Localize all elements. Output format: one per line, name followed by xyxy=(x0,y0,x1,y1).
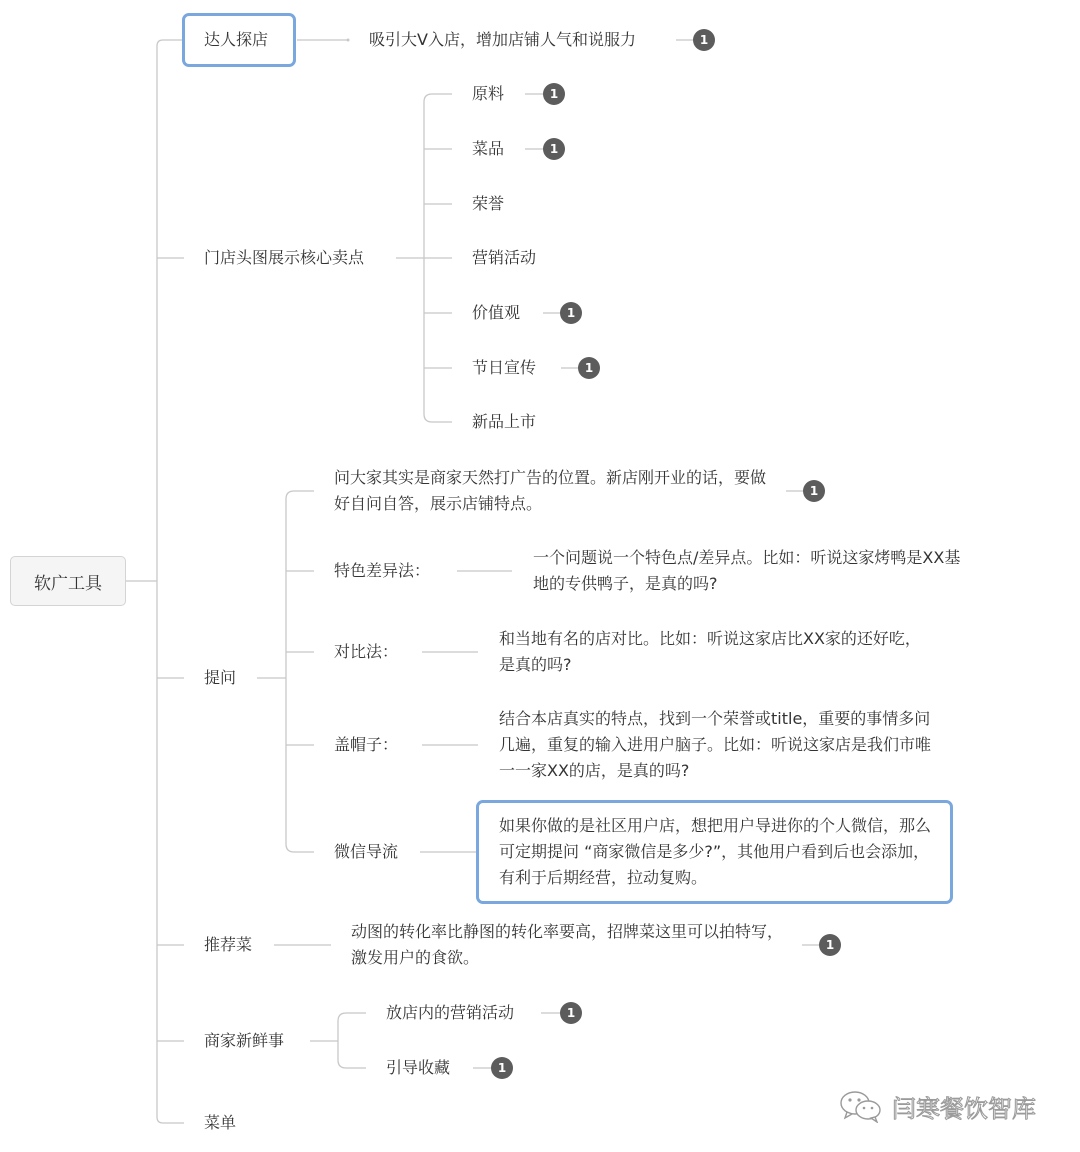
subtopic-duibi[interactable]: 对比法： xyxy=(334,642,399,661)
detail-gaimaozi[interactable]: 结合本店真实的特点，找到一个荣誉或title，重要的事情多问几遍，重复的输入进用户脑子。比如：听说这家店是我们市唯一一家XX的店，是真的吗? xyxy=(499,709,932,780)
topic-tuijian[interactable]: 推荐菜 xyxy=(204,935,253,954)
detail-duibi[interactable]: 和当地有名的店对比。比如：听说这家店比XX家的还好吃，是真的吗? xyxy=(499,629,921,674)
root-topic-label: 软广工具 xyxy=(34,573,102,594)
subtopic-gaimaozi[interactable]: 盖帽子： xyxy=(334,735,399,754)
subtopic-dianneiyingxiao[interactable]: 放店内的营销活动 xyxy=(386,1003,515,1022)
topic-caidan[interactable]: 菜单 xyxy=(204,1113,237,1132)
subtopic-caipin[interactable]: 菜品 xyxy=(472,139,505,158)
topic-mendian[interactable]: 门店头图展示核心卖点 xyxy=(204,248,365,267)
topic-xinxian[interactable]: 商家新鲜事 xyxy=(204,1031,285,1050)
watermark xyxy=(838,1086,1036,1126)
subtopic-jieri[interactable]: 节日宣传 xyxy=(472,358,537,377)
subtopic-xinpin[interactable]: 新品上市 xyxy=(472,412,537,431)
wechat-logo-icon xyxy=(838,1089,884,1123)
note-count-badge[interactable]: 1 xyxy=(491,1057,513,1079)
subtopic-dongtu[interactable]: 动图的转化率比静图的转化率要高，招牌菜这里可以拍特写，激发用户的食欲。 xyxy=(351,922,784,967)
root-topic[interactable] xyxy=(10,556,126,606)
note-count-badge[interactable]: 1 xyxy=(560,1002,582,1024)
subtopic-daren-note[interactable]: 吸引大V入店，增加店铺人气和说服力 xyxy=(369,30,636,49)
watermark-text: 闫寒餐饮智库 xyxy=(892,1094,1036,1123)
note-count-badge[interactable]: 1 xyxy=(819,934,841,956)
subtopic-weixin[interactable]: 微信导流 xyxy=(334,842,399,861)
note-count-badge[interactable]: 1 xyxy=(560,302,582,324)
note-count-badge[interactable]: 1 xyxy=(543,83,565,105)
detail-weixin[interactable]: 如果你做的是社区用户店，想把用户导进你的个人微信，那么可定期提问 “商家微信是多少?”，其他用户看到后也会添加，有利于后期经营，拉动复购。 xyxy=(499,816,932,887)
subtopic-yuanliao[interactable]: 原料 xyxy=(472,84,505,103)
detail-tese[interactable]: 一个问题说一个特色点/差异点。比如：听说这家烤鸭是XX基地的专供鸭子，是真的吗? xyxy=(533,548,961,593)
subtopic-tese[interactable]: 特色差异法： xyxy=(334,561,431,580)
note-count-badge[interactable]: 1 xyxy=(578,357,600,379)
note-count-badge[interactable]: 1 xyxy=(803,480,825,502)
subtopic-wendajia[interactable]: 问大家其实是商家天然打广告的位置。新店刚开业的话，要做好自问自答，展示店铺特点。 xyxy=(334,468,767,513)
topic-tiwen[interactable]: 提问 xyxy=(204,668,237,687)
topic-daren[interactable]: 达人探店 xyxy=(204,30,269,49)
note-count-badge[interactable]: 1 xyxy=(543,138,565,160)
subtopic-rongyu[interactable]: 荣誉 xyxy=(472,194,505,213)
subtopic-yindaoshoucang[interactable]: 引导收藏 xyxy=(386,1058,451,1077)
note-count-badge[interactable]: 1 xyxy=(693,29,715,51)
subtopic-yingxiao[interactable]: 营销活动 xyxy=(472,248,537,267)
subtopic-jiazhiguan[interactable]: 价值观 xyxy=(472,303,521,322)
